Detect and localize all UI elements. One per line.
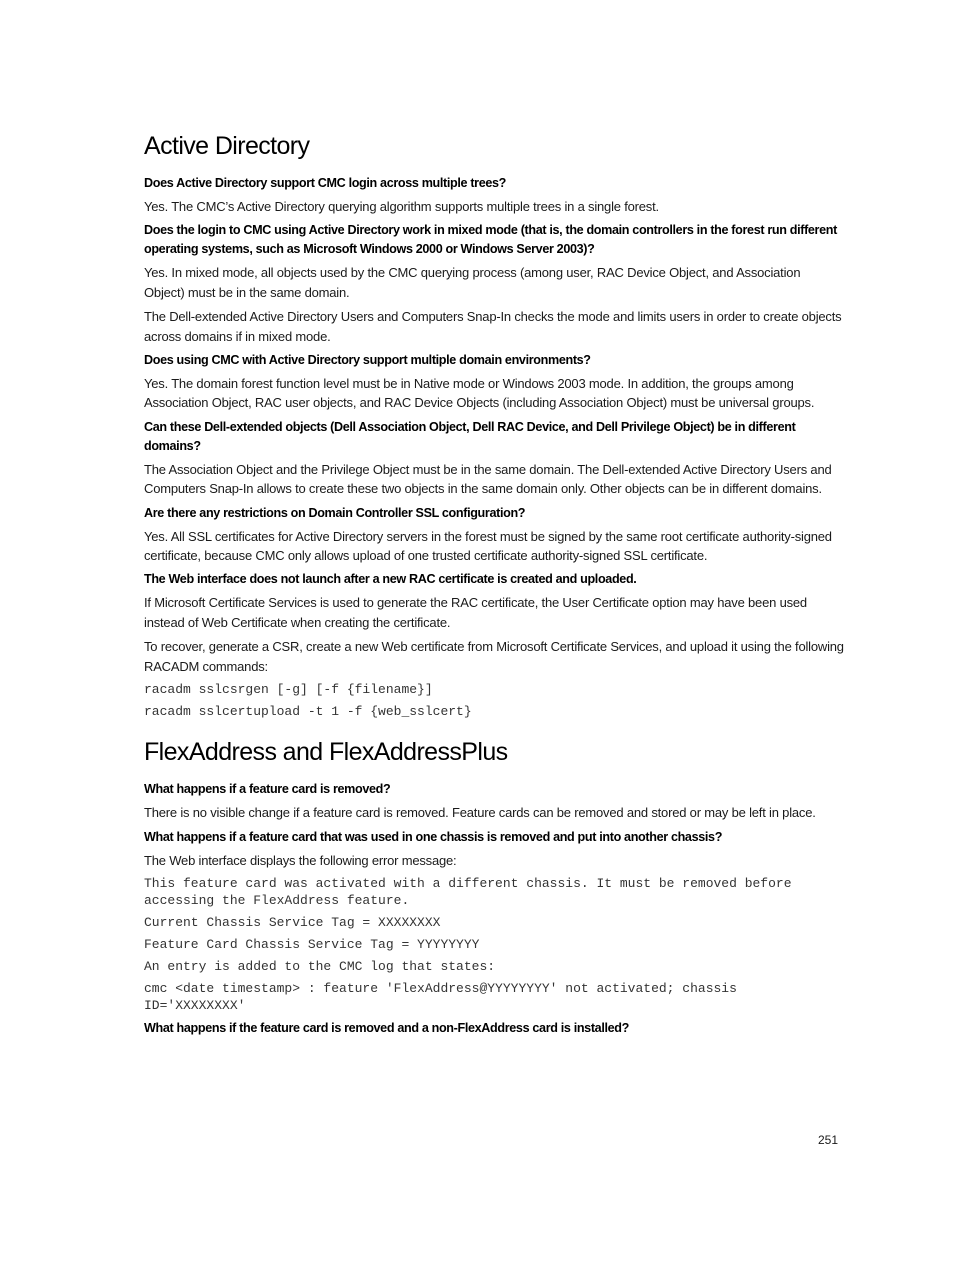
answer: The Dell-extended Active Directory Users and Computers Snap-In checks the mode and limits users in order to create objects across domains if in mixed mode.	[144, 309, 842, 344]
question: What happens if a feature card is removed?	[144, 782, 391, 797]
code-line: racadm sslcsrgen [-g] [-f {filename}]	[144, 682, 433, 698]
question: Does the login to CMC using Active Directory work in mixed mode (that is, the domain controllers in the forest run different operating systems, such as Microsoft Windows 2000 or Windows Server 2003)?	[144, 223, 837, 257]
answer: Yes. The CMC’s Active Directory querying algorithm supports multiple trees in a single forest.	[144, 199, 659, 214]
question: Does Active Directory support CMC login across multiple trees?	[144, 176, 507, 190]
page-number: 251	[817, 1133, 838, 1147]
code-line: Feature Card Chassis Service Tag = YYYYYYYY	[144, 936, 480, 952]
question: Can these Dell-extended objects (Dell Association Object, Dell RAC Device, and Dell Privilege Object) be in different domains?	[144, 419, 796, 453]
question: What happens if a feature card that was used in one chassis is removed and put into another chassis?	[144, 829, 723, 844]
code-line: Current Chassis Service Tag = XXXXXXXX	[144, 914, 441, 930]
section-heading-flexaddress: FlexAddress and FlexAddressPlus	[144, 738, 508, 767]
answer: The Association Object and the Privilege Object must be in the same domain. The Dell-extended Active Directory Users and Computers Snap-In allows to create these two objects in the same domain only. Other objects can be in different domains.	[144, 461, 832, 497]
question: What happens if the feature card is removed and a non-FlexAddress card is installed?	[144, 1020, 629, 1035]
code-line: This feature card was activated with a different chassis. It must be removed before accessing the FlexAddress feature.	[144, 875, 800, 908]
answer: There is no visible change if a feature card is removed. Feature cards can be removed and stored or may be left in place.	[144, 805, 816, 821]
document-page	[144, 130, 844, 1042]
code-line: An entry is added to the CMC log that states:	[144, 958, 496, 974]
code-line: racadm sslcertupload -t 1 -f {web_sslcert}	[144, 704, 472, 720]
answer: The Web interface displays the following error message:	[144, 852, 457, 868]
answer: To recover, generate a CSR, create a new Web certificate from Microsoft Certificate Services, and upload it using the following RACADM commands:	[144, 639, 844, 674]
answer: Yes. The domain forest function level must be in Native mode or Windows 2003 mode. In addition, the groups among Association Object, RAC user objects, and RAC Device Objects (including Association Object) must be universal groups.	[144, 376, 815, 411]
section-heading-active-directory: Active Directory	[144, 132, 310, 160]
answer: Yes. All SSL certificates for Active Directory servers in the forest must be signed by the same root certificate authority-signed certificate, because CMC only allows upload of one trusted certificate authority-signed SSL certificate.	[144, 528, 832, 564]
question: Does using CMC with Active Directory support multiple domain environments?	[144, 353, 591, 368]
question: Are there any restrictions on Domain Controller SSL configuration?	[144, 505, 526, 520]
code-line: cmc <date timestamp> : feature 'FlexAddress@YYYYYYYY' not activated; chassis ID='XXXXXXXX'	[144, 980, 745, 1013]
question: The Web interface does not launch after a new RAC certificate is created and uploaded.	[144, 572, 637, 587]
answer: Yes. In mixed mode, all objects used by the CMC querying process (among user, RAC Device Object, and Association Object) must be in the same domain.	[144, 265, 801, 300]
answer: If Microsoft Certificate Services is used to generate the RAC certificate, the User Certificate option may have been used instead of Web Certificate when creating the certificate.	[144, 595, 807, 630]
